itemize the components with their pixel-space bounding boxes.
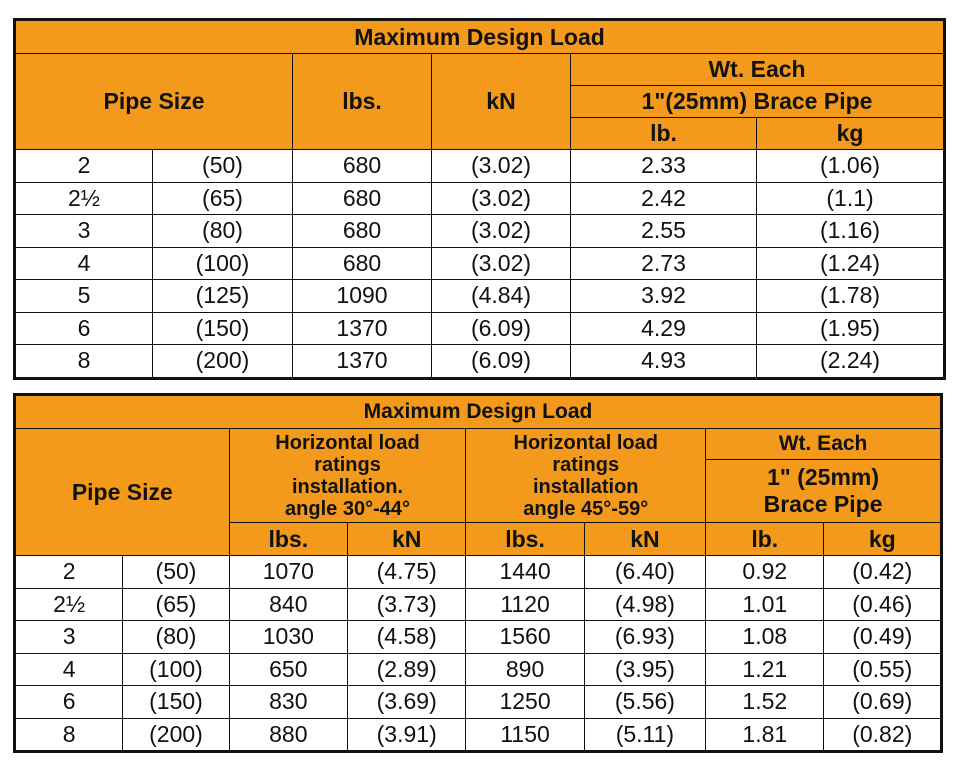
table-cell: 8 [15, 345, 153, 379]
table-cell: (2.24) [757, 345, 945, 379]
table-cell: (6.40) [584, 556, 705, 589]
table-cell: 1370 [293, 345, 432, 379]
table-cell: 1370 [293, 312, 432, 345]
table-cell: 2½ [15, 588, 123, 621]
table-cell: (0.55) [824, 653, 942, 686]
table-row [15, 588, 942, 621]
unit-header: kN [584, 523, 705, 556]
table-row [15, 556, 942, 589]
header-line: angle 45°-59° [523, 497, 649, 520]
table-cell: (150) [153, 312, 293, 345]
horizontal-load-45-59-header [466, 429, 706, 523]
table-cell: 1.21 [706, 653, 824, 686]
table-cell: (4.84) [432, 280, 571, 313]
table-cell: 3.92 [571, 280, 757, 313]
wt-each-header: Wt. Each [571, 54, 945, 86]
table-cell: 4 [15, 653, 123, 686]
table-cell: (4.98) [584, 588, 705, 621]
header-line: angle 30°-44° [285, 497, 410, 520]
table-cell: 1.01 [706, 588, 824, 621]
unit-header: lbs. [229, 523, 347, 556]
table-cell: (3.95) [584, 653, 705, 686]
table-cell: (0.46) [824, 588, 942, 621]
pipe-size-header: Pipe Size [15, 54, 293, 150]
kg-header: kg [757, 118, 945, 150]
brace-pipe-header [706, 460, 942, 523]
table-cell: 680 [293, 182, 432, 215]
table-cell: 1.52 [706, 686, 824, 719]
table-cell: 2 [15, 150, 153, 183]
table-title: Maximum Design Load [15, 395, 942, 429]
table-cell: (1.1) [757, 182, 945, 215]
table-cell: 3 [15, 621, 123, 654]
table-row [15, 215, 945, 248]
table-cell: (100) [123, 653, 229, 686]
table-cell: (3.02) [432, 150, 571, 183]
header-line: 1" (25mm) [767, 464, 879, 490]
header-line: Brace Pipe [763, 491, 883, 517]
table-cell: (4.58) [348, 621, 466, 654]
table-cell: (125) [153, 280, 293, 313]
table-cell: (80) [153, 215, 293, 248]
table-cell: (5.11) [584, 718, 705, 752]
table-row [15, 150, 945, 183]
table-title: Maximum Design Load [15, 20, 945, 54]
pipe-size-header [15, 429, 230, 556]
table-cell: (6.09) [432, 312, 571, 345]
table-cell: (1.06) [757, 150, 945, 183]
table-cell: 1440 [466, 556, 584, 589]
table-cell: 2½ [15, 182, 153, 215]
table-cell: (1.16) [757, 215, 945, 248]
table-row [15, 653, 942, 686]
table-cell: 3 [15, 215, 153, 248]
header-line: installation. [291, 475, 404, 498]
table-cell: (0.42) [824, 556, 942, 589]
table-cell: (2.89) [348, 653, 466, 686]
wt-each-header: Wt. Each [706, 429, 942, 460]
table-cell: 1560 [466, 621, 584, 654]
table-cell: (3.69) [348, 686, 466, 719]
table-cell: (200) [153, 345, 293, 379]
unit-header: lb. [706, 523, 824, 556]
table-cell: 680 [293, 150, 432, 183]
lbs-header: lbs. [293, 54, 432, 150]
table-cell: (0.49) [824, 621, 942, 654]
table-cell: (1.78) [757, 280, 945, 313]
unit-header: kg [824, 523, 942, 556]
table-row [15, 182, 945, 215]
header-line: Horizontal load [275, 431, 420, 454]
lb-header: lb. [571, 118, 757, 150]
header-line: installation [532, 475, 639, 498]
table-cell: (0.82) [824, 718, 942, 752]
table-cell: (6.09) [432, 345, 571, 379]
table-cell: (80) [123, 621, 229, 654]
table-cell: 4.93 [571, 345, 757, 379]
table-cell: 2.55 [571, 215, 757, 248]
table-cell: (200) [123, 718, 229, 752]
table-row [15, 345, 945, 379]
table-cell: 680 [293, 215, 432, 248]
table-cell: 840 [229, 588, 347, 621]
table-cell: 6 [15, 312, 153, 345]
table-cell: (150) [123, 686, 229, 719]
table-cell: 1030 [229, 621, 347, 654]
table-row [15, 686, 942, 719]
table-row [15, 621, 942, 654]
table-cell: 650 [229, 653, 347, 686]
table-cell: 1070 [229, 556, 347, 589]
table-cell: (1.95) [757, 312, 945, 345]
horizontal-load-30-44-header [229, 429, 466, 523]
table-cell: 4.29 [571, 312, 757, 345]
design-load-table-1 [13, 18, 946, 380]
table-cell: (3.91) [348, 718, 466, 752]
table-cell: 1090 [293, 280, 432, 313]
unit-header: kN [348, 523, 466, 556]
brace-pipe-header: 1"(25mm) Brace Pipe [571, 86, 945, 118]
table-cell: (65) [123, 588, 229, 621]
kn-header: kN [432, 54, 571, 150]
table-cell: 1.81 [706, 718, 824, 752]
table-cell: 680 [293, 247, 432, 280]
table-cell: 1150 [466, 718, 584, 752]
table-cell: 1120 [466, 588, 584, 621]
table-cell: 880 [229, 718, 347, 752]
unit-header: lbs. [466, 523, 584, 556]
table-cell: (50) [123, 556, 229, 589]
table-cell: (3.02) [432, 247, 571, 280]
table-cell: 1250 [466, 686, 584, 719]
table-cell: 6 [15, 686, 123, 719]
header-line: ratings [314, 453, 381, 476]
table-cell: 2.42 [571, 182, 757, 215]
table-cell: 830 [229, 686, 347, 719]
table-cell: 2.33 [571, 150, 757, 183]
table-cell: (3.02) [432, 215, 571, 248]
header-line: Horizontal load [513, 431, 658, 454]
table-cell: 1.08 [706, 621, 824, 654]
table-cell: (50) [153, 150, 293, 183]
table-cell: (0.69) [824, 686, 942, 719]
table-cell: (3.02) [432, 182, 571, 215]
table-cell: 5 [15, 280, 153, 313]
table-cell: 8 [15, 718, 123, 752]
design-load-table-2 [13, 393, 943, 753]
table-row [15, 718, 942, 752]
table-row [15, 247, 945, 280]
table-cell: (65) [153, 182, 293, 215]
table-cell: (6.93) [584, 621, 705, 654]
table-row [15, 312, 945, 345]
table-cell: (1.24) [757, 247, 945, 280]
table-row [15, 280, 945, 313]
table-cell: 0.92 [706, 556, 824, 589]
table-cell: 4 [15, 247, 153, 280]
header-line: ratings [552, 453, 620, 476]
table-cell: 2.73 [571, 247, 757, 280]
pipe-size-label: Pipe Size [71, 478, 173, 505]
table-cell: (100) [153, 247, 293, 280]
table-cell: 2 [15, 556, 123, 589]
table-cell: (4.75) [348, 556, 466, 589]
table-cell: 890 [466, 653, 584, 686]
table-cell: (3.73) [348, 588, 466, 621]
table-cell: (5.56) [584, 686, 705, 719]
